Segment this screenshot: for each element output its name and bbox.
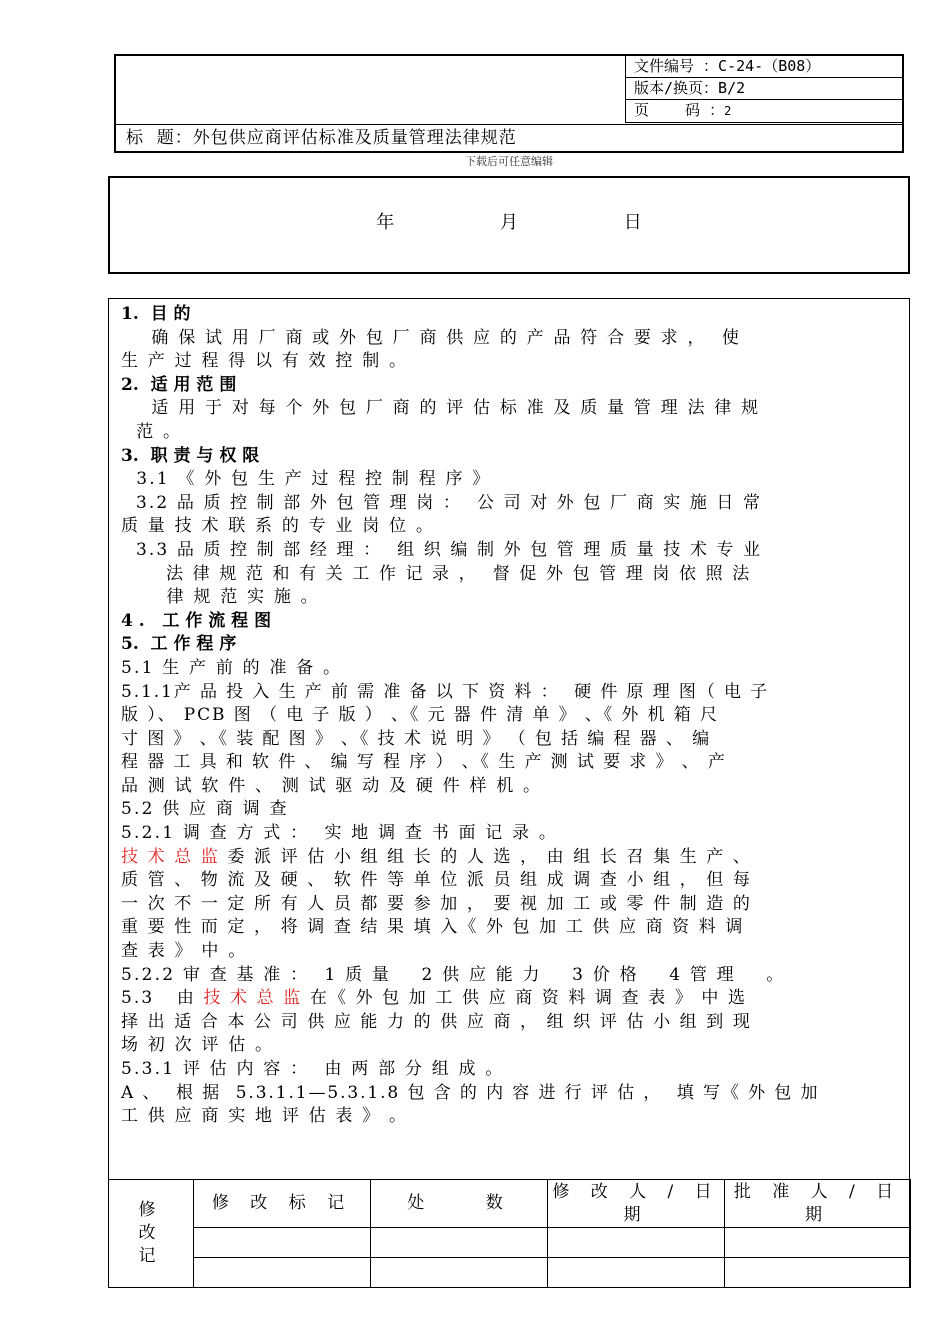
paragraph-line: 5.2 供 应 商 调 查 [121, 799, 289, 820]
paragraph-line: 律 规 范 实 施 。 [121, 587, 320, 608]
paragraph-line: 3.1 《 外 包 生 产 过 程 控 制 程 序 》 [121, 469, 492, 490]
side-label-char: 改 [138, 1223, 164, 1243]
revision-cell[interactable] [548, 1228, 725, 1258]
highlighted-role: 技 术 总 监 [121, 846, 220, 867]
date-line [110, 208, 908, 234]
paragraph-line: A 、 根 据 5.3.1.1—5.3.1.8 包 含 的 内 容 进 行 评 估 ， 填 写《 外 包 加 [121, 1082, 820, 1103]
paragraph-line: 3.2 品 质 控 制 部 外 包 管 理 岗 ： 公 司 对 外 包 厂 商 实 施 日 常 [121, 492, 763, 513]
section-heading-purpose: 1. 目 的 [121, 304, 191, 324]
paragraph-line: 程 器 工 具 和 软 件 、 编 写 程 序 ） 、《 生 产 测 试 要 求 》 、 产 [121, 752, 727, 773]
paragraph-line: 3.3 品 质 控 制 部 经 理 ： 组 织 编 制 外 包 管 理 质 量 技 术 专 业 [121, 539, 763, 560]
revision-header-count: 处 数 [371, 1180, 548, 1228]
paragraph-text: 5.3 由 [121, 988, 204, 1009]
paragraph-line: 寸 图 》 、《 装 配 图 》 、《 技 术 说 明 》 （ 包 括 编 程 器 、 编 [121, 728, 711, 749]
section-heading-procedure: 5. 工 作 程 序 [121, 634, 237, 655]
watermark-text: 下载后可任意编辑 [465, 155, 553, 168]
paragraph-line: 法 律 规 范 和 有 关 工 作 记 录 ， 督 促 外 包 管 理 岗 依 照 法 [121, 563, 752, 584]
document-header [114, 54, 904, 153]
side-label-char: 记 [138, 1246, 164, 1266]
paragraph-line: 质 量 技 术 联 系 的 专 业 岗 位 。 [121, 516, 436, 537]
version-value: B/2 [718, 79, 746, 97]
revision-side-label [109, 1180, 194, 1288]
version-label: 版本/换页： [634, 79, 719, 97]
paragraph-line: 5.1.1产 品 投 入 生 产 前 需 准 备 以 下 资 料 ： 硬 件 原 理 图（ 电 子 [121, 681, 770, 702]
body-content [121, 303, 891, 1129]
paragraph-line: 生 产 过 程 得 以 有 效 控 制 。 [121, 351, 409, 372]
revision-cell[interactable] [725, 1258, 911, 1288]
section-heading-flowchart: 4 . 工 作 流 程 图 [121, 610, 272, 631]
document-meta-table [625, 56, 902, 123]
paragraph-line [121, 846, 891, 870]
revision-cell[interactable] [548, 1258, 725, 1288]
paragraph-line: 一 次 不 一 定 所 有 人 员 都 要 参 加 ， 要 视 加 工 或 零 件 制 造 的 [121, 893, 752, 914]
highlighted-role: 技 术 总 监 [203, 988, 303, 1009]
paragraph-line: 品 测 试 软 件 、 测 试 驱 动 及 硬 件 样 机 。 [121, 775, 543, 796]
page-cell [626, 100, 903, 123]
paragraph-line: 5.3.1 评 估 内 容 ： 由 两 部 分 组 成 。 [121, 1059, 505, 1079]
section-heading-responsibility: 3. 职 责 与 权 限 [121, 445, 260, 466]
paragraph-line [121, 987, 891, 1011]
date-year: 年 [376, 212, 395, 233]
paragraph-line: 范 。 [121, 421, 183, 442]
date-box [108, 176, 910, 274]
doc-number-label: 文件编号 ： [634, 57, 719, 75]
paragraph-line: 5.1 生 产 前 的 准 备 。 [121, 657, 343, 678]
body-box [108, 298, 910, 1288]
revision-cell[interactable] [194, 1258, 371, 1288]
date-day: 日 [623, 212, 642, 233]
paragraph-line: 查 表 》 中 。 [121, 941, 248, 962]
paragraph-line: 择 出 适 合 本 公 司 供 应 能 力 的 供 应 商 ， 组 织 评 估 小 组 到 现 [121, 1011, 752, 1032]
revision-cell[interactable] [725, 1228, 911, 1258]
version-cell [626, 78, 903, 100]
revision-cell[interactable] [371, 1258, 548, 1288]
doc-number-value: C-24-（B08） [718, 57, 821, 75]
paragraph-line: 版 ）、 PCB 图 （ 电 子 版 ） 、《 元 器 件 清 单 》 、《 外 机 箱 尺 [121, 705, 719, 726]
revision-cell[interactable] [194, 1228, 371, 1258]
revision-header-mark: 修 改 标 记 [194, 1180, 371, 1228]
section-heading-scope: 2. 适 用 范 围 [121, 374, 237, 395]
document-title: 标 题：外包供应商评估标准及质量管理法律规范 [116, 124, 902, 151]
doc-number-cell [626, 56, 903, 78]
revision-header-modifier: 修 改 人 / 日 期 [548, 1180, 725, 1228]
revision-cell[interactable] [371, 1228, 548, 1258]
paragraph-line: 场 初 次 评 估 。 [121, 1035, 275, 1056]
page-label: 页 码 ： [634, 101, 725, 119]
revision-table [108, 1179, 911, 1288]
paragraph-line: 质 管 、 物 流 及 硬 、 软 件 等 单 位 派 员 组 成 调 查 小 组 ， 但 每 [121, 870, 752, 891]
paragraph-line: 工 供 应 商 实 地 评 估 表 》 。 [121, 1106, 409, 1127]
date-month: 月 [500, 212, 518, 233]
paragraph-text: 委 派 评 估 小 组 组 长 的 人 选 ， 由 组 长 召 集 生 产 、 [219, 846, 752, 867]
paragraph-line: 5.2.2 审 查 基 准 ： 1 质 量 2 供 应 能 力 3 价 格 4 管 理 。 [121, 964, 786, 985]
paragraph-text: 在《 外 包 加 工 供 应 商 资 料 调 查 表 》 中 选 [302, 988, 748, 1009]
paragraph-line: 5.2.1 调 查 方 式 ： 实 地 调 查 书 面 记 录 。 [121, 823, 559, 844]
paragraph-line: 适 用 于 对 每 个 外 包 厂 商 的 评 估 标 准 及 质 量 管 理 法 律 规 [121, 398, 761, 419]
paragraph-line: 确 保 试 用 厂 商 或 外 包 厂 商 供 应 的 产 品 符 合 要 求 ， 使 [121, 327, 742, 348]
side-label-char: 修 [138, 1200, 164, 1220]
page-value: 2 [724, 104, 732, 118]
paragraph-line: 重 要 性 而 定 ， 将 调 查 结 果 填 入《 外 包 加 工 供 应 商 资 料 调 [121, 917, 745, 938]
revision-header-approver: 批 准 人 / 日 期 [725, 1180, 911, 1228]
